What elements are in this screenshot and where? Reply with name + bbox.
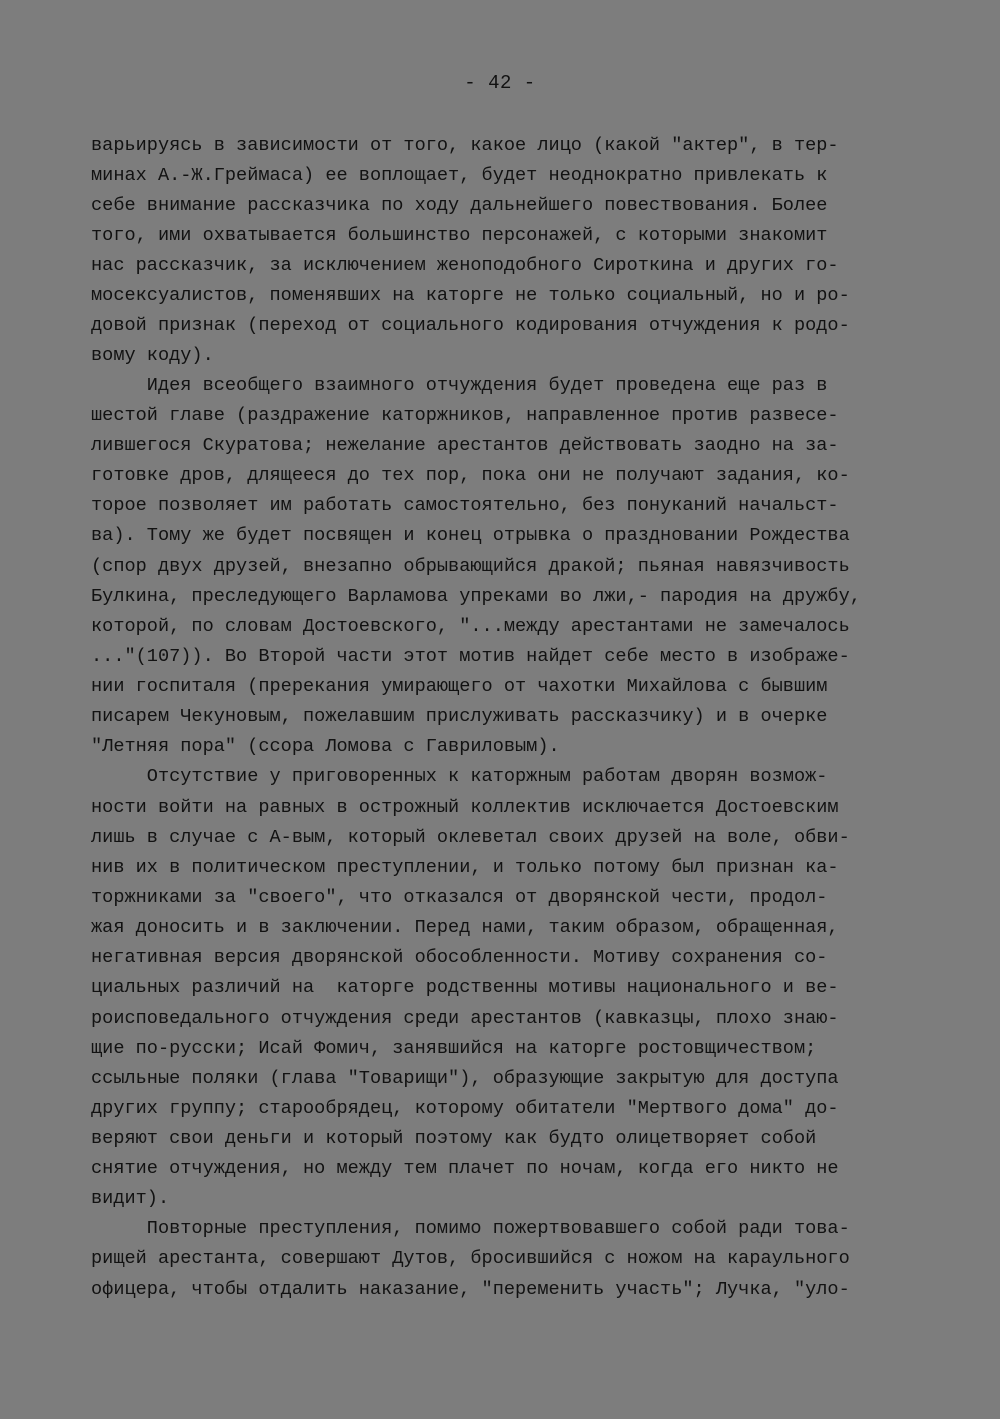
text-line: снятие отчуждения, но между тем плачет по ночам, когда его никто не <box>91 1158 839 1179</box>
text-line: минах А.-Ж.Греймаса) ее воплощает, будет неоднократно привлекать к <box>91 165 828 186</box>
text-line: лишь в случае с А-вым, который оклеветал своих друзей на воле, обви- <box>91 827 850 848</box>
text-line: ссыльные поляки (глава "Товарищи"), образующие закрытую для доступа <box>91 1068 839 1089</box>
text-line: мосексуалистов, поменявших на каторге не только социальный, но и ро- <box>91 285 850 306</box>
text-line: рищей арестанта, совершают Дутов, бросившийся с ножом на караульного <box>91 1248 850 1269</box>
text-line: (спор двух друзей, внезапно обрывающийся дракой; пьяная навязчивость <box>91 556 850 577</box>
text-line: которой, по словам Достоевского, "...между арестантами не замечалось <box>91 616 850 637</box>
text-line: торое позволяет им работать самостоятельно, без понуканий начальст- <box>91 495 839 516</box>
text-line: готовке дров, длящееся до тех пор, пока они не получают задания, ко- <box>91 465 850 486</box>
text-line: нии госпиталя (пререкания умирающего от чахотки Михайлова с бывшим <box>91 676 828 697</box>
text-line: офицера, чтобы отдалить наказание, "переменить участь"; Лучка, "уло- <box>91 1279 850 1300</box>
text-line: других группу; старообрядец, которому обитатели "Мертвого дома" до- <box>91 1098 839 1119</box>
text-line: Повторные преступления, помимо пожертвовавшего собой ради това- <box>91 1218 850 1239</box>
text-line: веряют свои деньги и который поэтому как будто олицетворяет собой <box>91 1128 817 1149</box>
text-line: ..."(107)). Во Второй части этот мотив найдет себе место в изображе- <box>91 646 850 667</box>
text-line: циальных различий на каторге родственны мотивы национального и ве- <box>91 977 839 998</box>
text-line: "Летняя пора" (ссора Ломова с Гавриловым). <box>91 736 560 757</box>
text-line: того, ими охватывается большинство персонажей, с которыми знакомит <box>91 225 828 246</box>
text-line: лившегося Скуратова; нежелание арестантов действовать заодно на за- <box>91 435 839 456</box>
text-line: писарем Чекуновым, пожелавшим прислуживать рассказчику) и в очерке <box>91 706 828 727</box>
text-line: Идея всеобщего взаимного отчуждения будет проведена еще раз в <box>91 375 828 396</box>
text-line: шестой главе (раздражение каторжников, направленное против развесе- <box>91 405 839 426</box>
text-line: роисповедального отчуждения среди арестантов (кавказцы, плохо знаю- <box>91 1008 839 1029</box>
text-line: видит). <box>91 1188 170 1209</box>
text-line: Отсутствие у приговоренных к каторжным работам дворян возмож- <box>91 766 828 787</box>
text-line: нив их в политическом преступлении, и только потому был признан ка- <box>91 857 839 878</box>
text-line: вому коду). <box>91 345 214 366</box>
text-line: торжниками за "своего", что отказался от дворянской чести, продол- <box>91 887 828 908</box>
page-number: - 42 - <box>464 72 536 94</box>
text-line: ности войти на равных в острожный коллектив исключается Достоевским <box>91 797 839 818</box>
text-line: варьируясь в зависимости от того, какое лицо (какой "актер", в тер- <box>91 135 839 156</box>
text-line: Булкина, преследующего Варламова упреками во лжи,- пародия на дружбу, <box>91 586 861 607</box>
text-line: себе внимание рассказчика по ходу дальнейшего повествования. Более <box>91 195 828 216</box>
text-line: негативная версия дворянской обособленности. Мотиву сохранения со- <box>91 947 828 968</box>
text-line: щие по-русски; Исай Фомич, занявшийся на каторге ростовщичеством; <box>91 1038 817 1059</box>
text-line: жая доносить и в заключении. Перед нами, таким образом, обращенная, <box>91 917 839 938</box>
text-line: нас рассказчик, за исключением женоподобного Сироткина и других го- <box>91 255 839 276</box>
text-line: довой признак (переход от социального кодирования отчуждения к родо- <box>91 315 850 336</box>
text-line: ва). Тому же будет посвящен и конец отрывка о праздновании Рождества <box>91 525 850 546</box>
